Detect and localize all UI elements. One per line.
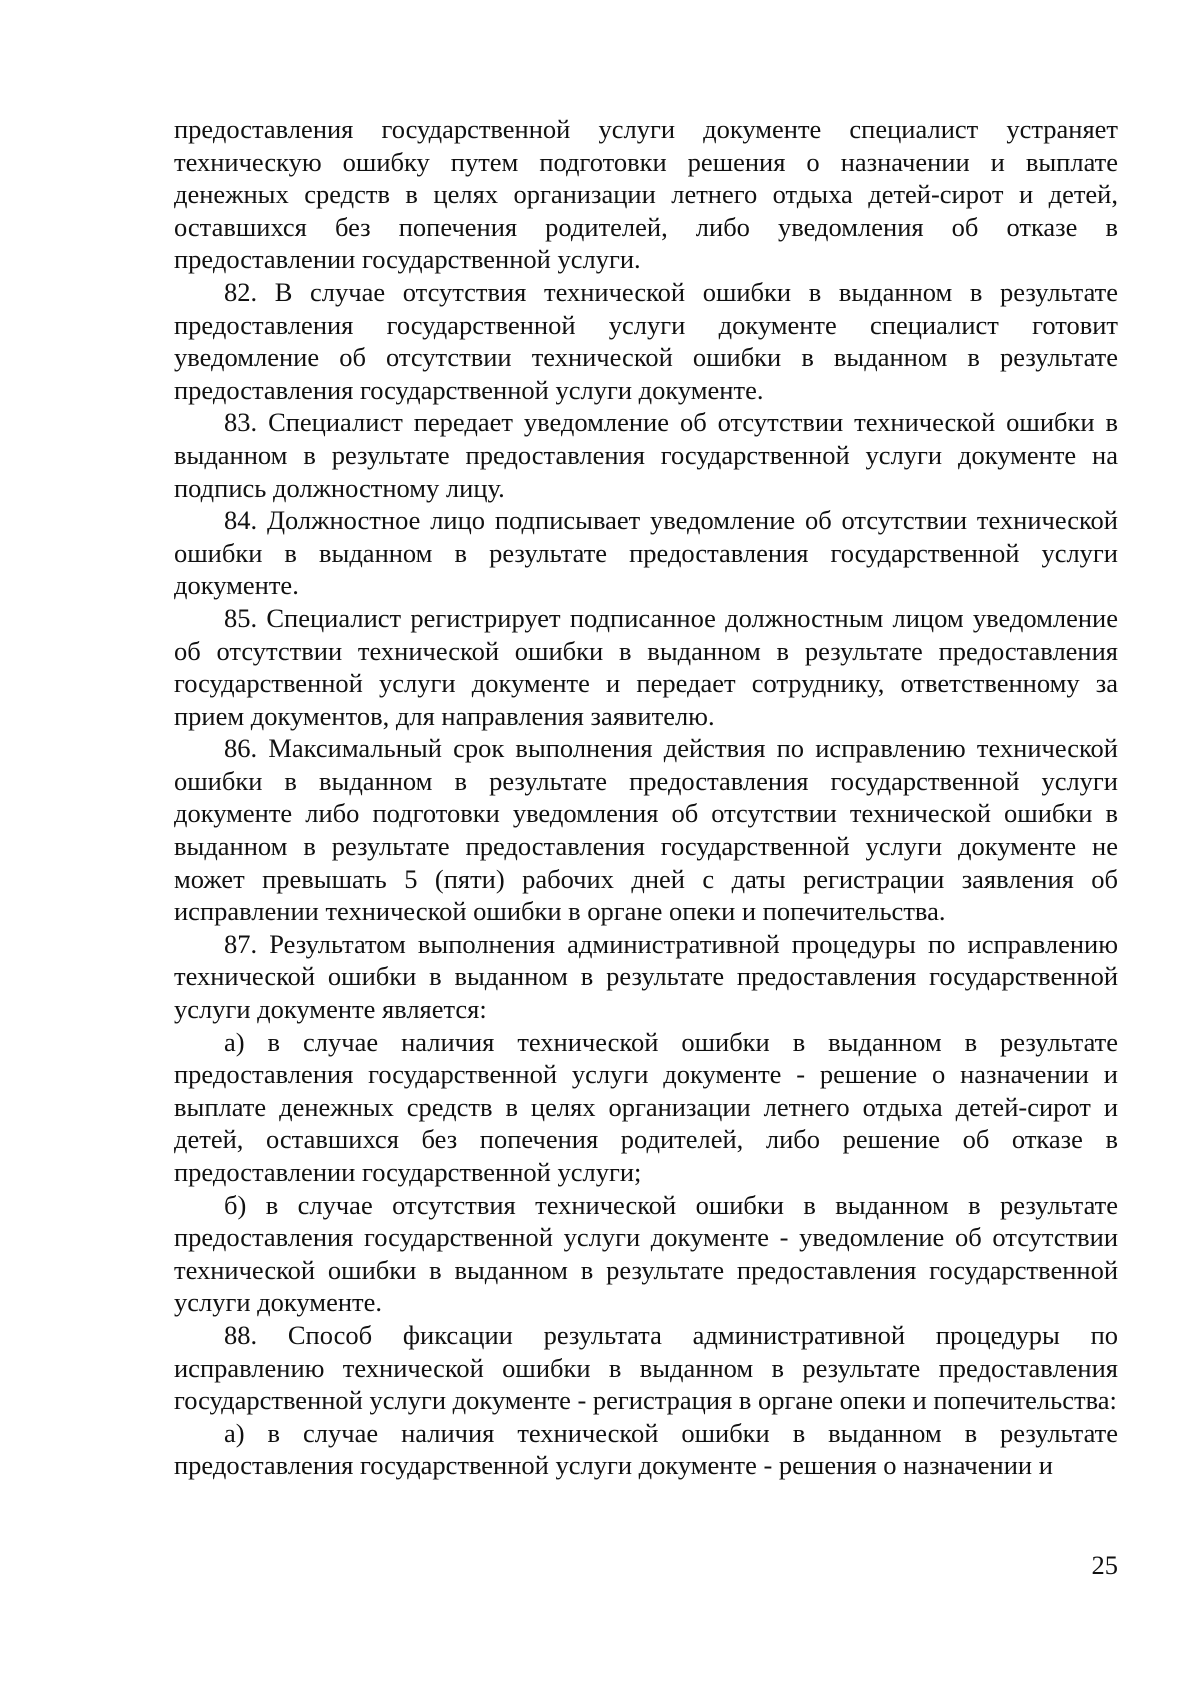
document-body: [174, 113, 1118, 1482]
paragraph-86: 86. Максимальный срок выполнения действия по исправлению технической ошибки в выданном в результате предоставления государственной услуги документе либо подготовки уведомления об отсутствии технической ошибки в выданном в результате предоставления государственной услуги документе не может превышать 5 (пяти) рабочих дней с даты регистрации заявления об исправлении технической ошибки в органе опеки и попечительства.: [174, 733, 1118, 927]
paragraph-87-a: а) в случае наличия технической ошибки в выданном в результате предоставления государственной услуги документе - решение о назначении и выплате денежных средств в целях организации летнего отдыха детей-сирот и детей, оставшихся без попечения родителей, либо решение об отказе в предоставлении государственной услуги;: [174, 1026, 1118, 1187]
paragraph-continuation: предоставления государственной услуги документе специалист устраняет техническую ошибку путем подготовки решения о назначении и выплате денежных средств в целях организации летнего отдыха детей-сирот и детей, оставшихся без попечения родителей, либо уведомления об отказе в предоставлении государственной услуги.: [174, 114, 1118, 275]
paragraph-85: 85. Специалист регистрирует подписанное должностным лицом уведомление об отсутствии технической ошибки в выданном в результате предоставления государственной услуги документе и передает сотруднику, ответственному за прием документов, для направления заявителю.: [174, 602, 1118, 731]
paragraph-88-a: а) в случае наличия технической ошибки в выданном в результате предоставления государственной услуги документе - решения о назначении и: [174, 1417, 1118, 1481]
paragraph-87: 87. Результатом выполнения административной процедуры по исправлению технической ошибки в выданном в результате предоставления государственной услуги документе является:: [174, 928, 1118, 1025]
paragraph-83: 83. Специалист передает уведомление об отсутствии технической ошибки в выданном в результате предоставления государственной услуги документе на подпись должностному лицу.: [174, 407, 1118, 503]
paragraph-84: 84. Должностное лицо подписывает уведомление об отсутствии технической ошибки в выданном в результате предоставления государственной услуги документе.: [174, 505, 1118, 601]
page-number: 25: [1091, 1550, 1118, 1580]
paragraph-82: 82. В случае отсутствия технической ошибки в выданном в результате предоставления государственной услуги документе специалист готовит уведомление об отсутствии технической ошибки в выданном в результате предоставления государственной услуги документе.: [174, 276, 1118, 405]
paragraph-87-b: б) в случае отсутствия технической ошибки в выданном в результате предоставления государственной услуги документе - уведомление об отсутствии технической ошибки в выданном в результате предоставления государственной услуги документе.: [174, 1189, 1118, 1318]
paragraph-88: 88. Способ фиксации результата административной процедуры по исправлению технической ошибки в выданном в результате предоставления государственной услуги документе - регистрация в органе опеки и попечительства:: [174, 1319, 1118, 1416]
